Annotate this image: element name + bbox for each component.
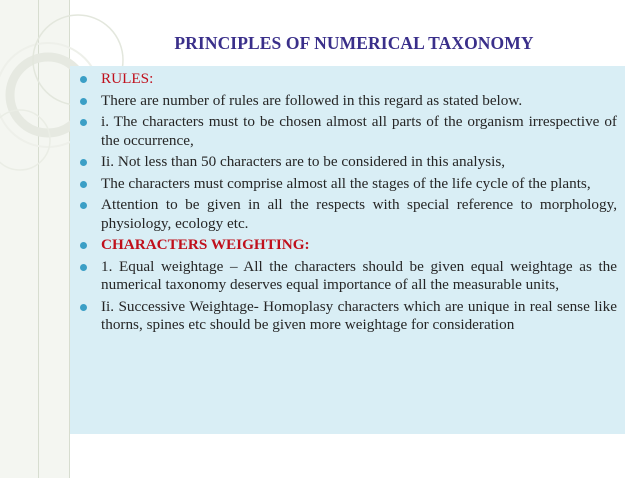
bullet-icon [80,159,87,166]
bullet-text: Attention to be given in all the respects with special reference to morphology, physiology, ecology etc. [101,196,617,232]
bullet-item [78,153,617,172]
bullet-item-weighting-heading [78,236,617,255]
bullet-item [78,113,617,150]
bullet-icon [80,119,87,126]
bullet-text: 1. Equal weightage – All the characters should be given equal weightage as the numerical taxonomy deserves equal importance of all the measurable units, [101,257,617,293]
bullet-text: RULES: [101,70,154,87]
bullet-item [78,196,617,233]
bullet-text: CHARACTERS WEIGHTING: [101,236,310,253]
bullet-text: i. The characters must to be chosen almost all parts of the organism irrespective of the occurrence, [101,113,617,149]
bullet-list [78,70,617,338]
bullet-icon [80,202,87,209]
bullet-icon [80,76,87,83]
bullet-item [78,298,617,335]
bullet-icon [80,264,87,271]
bullet-icon [80,242,87,249]
bullet-item [78,258,617,295]
bullet-text: The characters must comprise almost all the stages of the life cycle of the plants, [101,174,591,192]
bullet-text: Ii. Not less than 50 characters are to be considered in this analysis, [101,153,506,170]
bullet-text: Ii. Successive Weightage- Homoplasy characters which are unique in real sense like thorns, spines etc should be given more weightage for consideration [101,297,617,333]
bullet-icon [80,181,87,188]
slide-title: PRINCIPLES OF NUMERICAL TAXONOMY [174,33,534,53]
bullet-icon [80,98,87,105]
bullet-icon [80,304,87,311]
bullet-item [78,175,617,194]
bullet-text: There are number of rules are followed in this regard as stated below. [101,91,523,109]
bullet-item [78,92,617,111]
bullet-item-rules-heading [78,70,617,89]
